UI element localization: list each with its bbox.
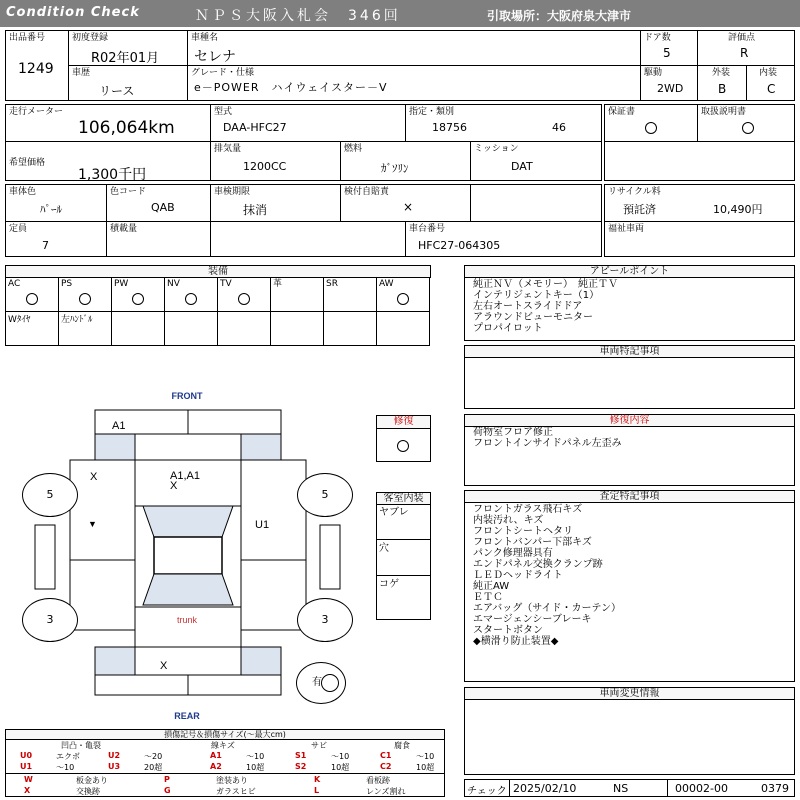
score-cell [697,30,795,66]
manual-cell [697,104,795,142]
appeal-list [473,279,618,334]
doors-cell [640,30,698,66]
legend-symbol-code: P [164,775,170,784]
equipment-circle-icon [185,293,197,305]
equipment-extra-cell [5,311,59,346]
interior-cell [746,65,795,101]
liability-cell [340,184,471,222]
interior-value: C [767,82,776,96]
inspection-notes-box [464,502,795,682]
equipment-extra-label: 左ﾊﾝﾄﾞﾙ [61,315,93,325]
equipment-label: SR [326,279,338,289]
equipment-circle-icon [79,293,91,305]
legend-symbol-code: G [164,786,171,795]
designation-value-2: 46 [552,121,566,134]
recycle-label: リサイクル料 [608,187,661,197]
warranty-label: 保証書 [608,107,636,117]
legend-damage-table [5,739,445,774]
equipment-cell [217,277,271,312]
equipment-circle-icon [238,293,250,305]
drive-cell [640,65,698,101]
load-cell [106,221,211,257]
load-label: 積載量 [110,224,138,234]
mileage-cell [5,104,211,142]
legend-desc: ～10 [246,752,265,761]
legend-header-rust: サビ [311,741,327,750]
equipment-cell [5,277,59,312]
equipment-circle-icon [132,293,144,305]
chassis-label: 車台番号 [409,224,446,234]
first-registration-cell [68,30,188,66]
drive-value: 2WD [657,82,684,95]
color-code-label: 色コード [110,187,147,197]
score-label: 評価点 [728,33,756,43]
inspection-label: 車検期限 [214,187,251,197]
equipment-extra-cell [164,311,218,346]
special-notes-title: 車両特記事項 [464,345,795,358]
interior-box [376,504,431,620]
equipment-extra-cell [217,311,271,346]
car-diagram [0,385,375,725]
legend-desc: 10超 [246,763,265,772]
inspection-notes-list [473,504,621,647]
equipment-circle-icon [26,293,38,305]
mark-a1-top: A1 [112,420,126,432]
repair-box [376,428,431,462]
mileage-value: 106,064km [78,118,175,138]
footer-date: 2025/02/10 [513,782,577,795]
spare-tire [296,662,346,704]
equipment-extra-cell [270,311,324,346]
legend-code: A2 [210,762,222,771]
mission-label: ミッション [474,144,519,154]
fuel-cell [340,141,471,181]
legend-desc: 10超 [331,763,350,772]
repair-title: 修復 [376,415,431,429]
fuel-label: 燃料 [344,144,363,154]
history-value: リース [99,84,135,98]
footer-inspector: NS [613,782,629,795]
note-line: プロパイロット [473,323,543,334]
chassis-value: HFC27-064305 [418,239,501,252]
repair-circle-icon [397,440,409,452]
legend-desc: ～10 [56,763,75,772]
legend-code: S1 [295,751,307,760]
note-line: 純正AW [473,581,510,592]
model-label: 型式 [214,107,233,117]
legend-symbol-code: X [24,786,31,795]
legend-symbol-desc: 交換跡 [76,787,100,796]
legend-desc: ～10 [416,752,435,761]
lot-number-label: 出品番号 [9,33,46,43]
manual-circle-icon [742,122,754,134]
mark-right-front: U1 [255,519,270,531]
footer-code-1: 00002-00 [675,782,728,795]
exterior-value: B [718,82,727,96]
legend-desc: ～10 [331,752,350,761]
legend-header-dent: 凹凸・亀裂 [61,741,101,750]
model-value: DAA-HFC27 [223,121,287,134]
manual-label: 取扱説明書 [701,107,747,117]
tire-rear-left: 3 [22,598,78,642]
note-line: アラウンドビューモニター [473,312,593,323]
history-cell [68,65,188,101]
blank-cell-1 [604,141,795,181]
front-label: FRONT [171,391,203,401]
note-line: 純正ＮＶ（メモリー） 純正ＴＶ [473,279,618,290]
grade-label: グレード・仕様 [191,68,255,78]
note-line: ＬＥＤヘッドライト [473,570,563,581]
equipment-label: AW [379,279,394,289]
interior-item-tear: ヤブレ [379,507,409,518]
mission-cell [470,141,602,181]
note-line: 内装汚れ、キズ [473,515,544,526]
exterior-label: 外装 [712,68,731,78]
doors-value: 5 [663,46,671,60]
trunk-label: trunk [176,615,198,625]
damage-legend [5,729,445,797]
note-line: 荷物室フロア修正 [473,427,553,438]
legend-header-corrosion: 腐食 [394,741,410,750]
note-line: インテリジェントキー（1） [473,290,600,301]
first-registration-label: 初度登録 [72,33,109,43]
auction-title: ＮＰＳ大阪入札会 346回 [195,8,401,24]
legend-code: U1 [20,762,33,771]
price-value: 1,300千円 [78,167,147,183]
equipment-label: PS [61,279,73,289]
note-line: 左右オートスライドドア [473,301,583,312]
welfare-cell [604,221,795,257]
inspection-cell [210,184,341,222]
header-bar [0,0,800,27]
blank-cell-3 [210,221,406,257]
legend-code: S2 [295,762,307,771]
rear-label: REAR [174,711,200,721]
exterior-cell [697,65,747,101]
equipment-cell [270,277,324,312]
capacity-cell [5,221,107,257]
note-line: フロントバンパー下部キズ [473,537,592,548]
drive-label: 駆動 [644,68,663,78]
legend-symbol-desc: 塗装あり [216,776,248,785]
change-info-box [464,699,795,775]
note-line: フロントインサイドパネル左歪み [473,438,622,449]
legend-code: A1 [210,751,222,760]
equipment-cell [111,277,165,312]
equipment-label: PW [114,279,129,289]
repair-content-title: 修復内容 [464,414,795,427]
legend-title: 損傷記号＆損傷サイズ(～最大cm) [5,729,445,740]
body-color-label: 車体色 [9,187,37,197]
inspection-value: 抹消 [243,203,268,217]
legend-symbol-desc: レンズ割れ [366,787,406,796]
interior-item-burn: コゲ [379,579,399,590]
legend-symbol-code: L [314,786,320,795]
appeal-title: アピールポイント [464,265,795,278]
note-line: ＥＴＣ [473,592,503,603]
equipment-cell [58,277,112,312]
interior-box-title: 客室内装 [376,492,431,505]
color-code-cell [106,184,211,222]
note-line: フロントガラス飛石キズ [473,504,583,515]
blank-cell-2 [470,184,602,222]
equipment-extra-cell [323,311,377,346]
condition-check-title: Condition Check [6,5,140,20]
legend-code: C2 [380,762,392,771]
price-cell [5,141,211,181]
warranty-circle-icon [645,122,657,134]
legend-symbol-desc: 板金あり [76,776,108,785]
note-line: ◆横滑り防止装置◆ [473,636,559,647]
equipment-label: NV [167,279,180,289]
history-label: 車歴 [72,68,91,78]
legend-symbol-desc: ガラスヒビ [216,787,256,796]
welfare-label: 福祉車両 [608,224,645,234]
body-color-value: ﾊﾟｰﾙ [40,203,62,216]
note-line: スタートボタン [473,625,543,636]
repair-content-box [464,426,795,486]
equipment-cell [164,277,218,312]
lot-number-cell [5,30,69,101]
equipment-cell [376,277,430,312]
color-code-value: QAB [151,201,175,214]
equipment-circle-icon [397,293,409,305]
doors-label: ドア数 [644,33,671,43]
footer-check-label: チェック [467,786,507,797]
car-name-label: 車種名 [191,33,219,43]
legend-symbol-table [5,773,445,797]
liability-label: 検付自賠責 [344,187,390,197]
spare-wheel-icon [321,674,339,692]
pickup-location: 引取場所：大阪府泉大津市 [487,9,632,23]
lot-number-value: 1249 [18,61,54,77]
score-value: R [740,46,749,60]
equipment-extra-cell [111,311,165,346]
mark-left-door: ▼ [88,519,97,529]
legend-code: U0 [20,751,33,760]
equipment-title: 装備 [5,265,431,278]
mark-left-front: X [90,471,98,483]
chassis-cell [405,221,602,257]
legend-desc: 20超 [144,763,163,772]
displacement-cell [210,141,341,181]
footer-code-2: 0379 [761,782,789,795]
capacity-label: 定員 [9,224,28,234]
recycle-status: 預託済 [623,203,656,216]
tire-rear-right: 3 [297,598,353,642]
fuel-value: ｶﾞｿﾘﾝ [381,162,409,175]
recycle-amount: 10,490円 [713,203,763,216]
car-name-cell [187,30,641,66]
change-info-title: 車両変更情報 [464,687,795,700]
legend-code: U3 [108,762,121,771]
note-line: フロントシートヘタリ [473,526,573,537]
price-label: 希望価格 [9,158,46,168]
appeal-box [464,277,795,341]
equipment-extra-label: Wﾀｲﾔ [8,315,31,325]
legend-code: C1 [380,751,392,760]
mark-hood: A1,A1 [170,470,200,482]
liability-value: × [403,200,414,214]
equipment-extra-cell [58,311,112,346]
recycle-cell [604,184,795,222]
mileage-label: 走行メーター [9,107,64,117]
tire-front-left: 5 [22,473,78,517]
equipment-label: 革 [273,279,283,289]
legend-code: U2 [108,751,121,760]
designation-value-1: 18756 [432,121,467,134]
mission-value: DAT [511,160,533,173]
legend-symbol-desc: 看板跡 [366,776,390,785]
first-registration-value: R02年01月 [91,51,160,66]
equipment-extra-cell [376,311,430,346]
legend-desc: エクボ [56,752,80,761]
special-notes-box [464,357,795,409]
note-line: エマージェンシーブレーキ [473,614,592,625]
model-cell [210,104,406,142]
repair-content-list [473,427,622,449]
legend-desc: 10超 [416,763,435,772]
equipment-label: AC [8,279,21,289]
tire-front-right: 5 [297,473,353,517]
capacity-value: 7 [42,239,49,252]
grade-cell [187,65,641,101]
warranty-cell [604,104,698,142]
spare-tire-label: 有 [312,677,322,688]
legend-symbol-code: W [24,775,33,784]
mark-rear-center: X [160,660,168,672]
designation-cell [405,104,602,142]
note-line: エアバッグ（サイド・カーテン） [473,603,621,614]
equipment-label: TV [220,279,232,289]
grade-value: e－POWER ハイウェイスター－V [194,81,388,94]
interior-item-hole: 穴 [379,543,389,554]
note-line: パンク修理器具有 [473,548,553,559]
footer-bar [464,779,795,797]
equipment-cell [323,277,377,312]
mark-hood-x: X [170,480,178,492]
interior-label: 内装 [759,68,778,78]
car-name-value: セレナ [194,49,236,65]
displacement-value: 1200CC [243,160,287,173]
designation-label: 指定・類別 [409,107,455,117]
body-color-cell [5,184,107,222]
legend-symbol-code: K [314,775,321,784]
legend-header-scratch: 線キズ [211,741,235,750]
inspection-notes-title: 査定特記事項 [464,490,795,503]
displacement-label: 排気量 [214,144,242,154]
legend-desc: ～20 [144,752,163,761]
note-line: エンドパネル交換クランプ跡 [473,559,603,570]
